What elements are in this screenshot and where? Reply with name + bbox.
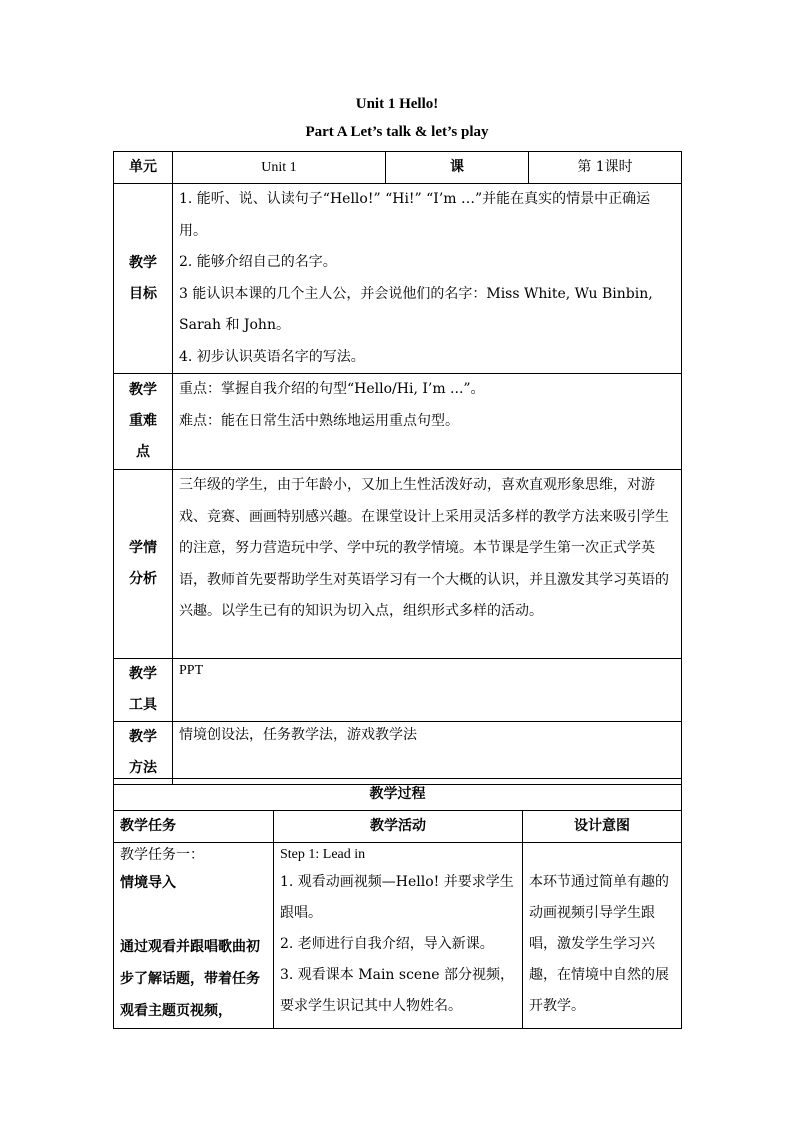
goal-item: 3 能认识本课的几个主人公，并会说他们的名字：Miss White, Wu Binbin, Sarah 和 John。: [179, 285, 653, 333]
process-title: 教学过程: [114, 779, 682, 811]
unit-value: Unit 1: [173, 152, 386, 184]
methods-content: [173, 722, 682, 785]
activity-item: 2. 老师进行自我介绍，导入新课。: [280, 936, 494, 952]
goals-content: [173, 184, 682, 374]
task-description: 通过观看并跟唱歌曲初步了解话题，带着任务观看主题页视频，: [120, 939, 260, 1019]
period-value: 第 1课时: [529, 152, 682, 184]
tools-row: [114, 659, 682, 722]
intent-text: 本环节通过简单有趣的动画视频引导学生跟唱，激发学生学习兴趣，在情境中自然的展开教学。: [529, 874, 669, 1014]
activity-item: 1. 观看动画视频—Hello! 并要求学生跟唱。: [280, 874, 514, 921]
activity-item: 3. 观看课本 Main scene 部分视频，要求学生识记其中人物姓名。: [280, 967, 514, 1014]
task-cell: [114, 843, 274, 1029]
page-title: Unit 1 Hello!: [355, 96, 439, 112]
activity-cell: [274, 843, 523, 1029]
analysis-label: 学情 分析: [114, 470, 173, 659]
col-activity-header: 教学活动: [274, 811, 523, 843]
keypoints-label: 教学 重难 点: [114, 374, 173, 470]
goal-item: 2. 能够介绍自己的名字。: [179, 254, 337, 270]
lesson-plan-table: [113, 151, 682, 785]
keypoints-content: [173, 374, 682, 470]
tools-content: [173, 659, 682, 722]
tools-text: PPT: [179, 663, 204, 678]
page-subtitle: Part A Let’s talk & let’s play: [305, 124, 489, 140]
goal-item: 4. 初步认识英语名字的写法。: [179, 348, 365, 365]
goal-item: 1. 能听、说、认读句子“Hello!” “Hi!” “I’m …”并能在真实的情景中正确运用。: [179, 191, 651, 239]
methods-label: 教学 方法: [114, 722, 173, 785]
task-number: 教学任务一：: [120, 847, 204, 863]
analysis-row: [114, 470, 682, 659]
keypoints-row: [114, 374, 682, 470]
unit-label: 单元: [114, 152, 173, 184]
methods-text: 情境创设法，任务教学法，游戏教学法: [179, 727, 417, 743]
goals-label: 教学 目标: [114, 184, 173, 374]
task-name: 情境导入: [120, 875, 176, 891]
col-task-header: 教学任务: [114, 811, 274, 843]
goals-row: [114, 184, 682, 374]
analysis-content: [173, 470, 682, 659]
task-row: [114, 843, 682, 1029]
analysis-text: 三年级的学生，由于年龄小，又加上生性活泼好动，喜欢直观形象思维，对游戏、竞赛、画画特别感兴趣。在课堂设计上采用灵活多样的教学方法来吸引学生的注意，努力营造玩中学、学中玩的教学情境。本节课是学生第一次正式学英语，教师首先要帮助学生对英语学习有一个大概的认识，并且激发其学习英语的兴趣。以学生已有的知识为切入点，组织形式多样的活动。: [179, 477, 669, 619]
unit-row: [114, 152, 682, 184]
tools-label: 教学 工具: [114, 659, 173, 722]
process-title-row: [114, 779, 682, 811]
teaching-process-table: [113, 778, 682, 1029]
process-header-row: [114, 811, 682, 843]
intent-cell: [523, 843, 682, 1029]
lesson-label: 课: [386, 152, 529, 184]
col-intent-header: 设计意图: [523, 811, 682, 843]
methods-row: [114, 722, 682, 785]
difficult-point: 难点：能在日常生活中熟练地运用重点句型。: [179, 412, 459, 429]
activity-step: Step 1: Lead in: [280, 847, 366, 862]
key-point: 重点：掌握自我介绍的句型“Hello/Hi, I’m ...”。: [179, 381, 485, 397]
